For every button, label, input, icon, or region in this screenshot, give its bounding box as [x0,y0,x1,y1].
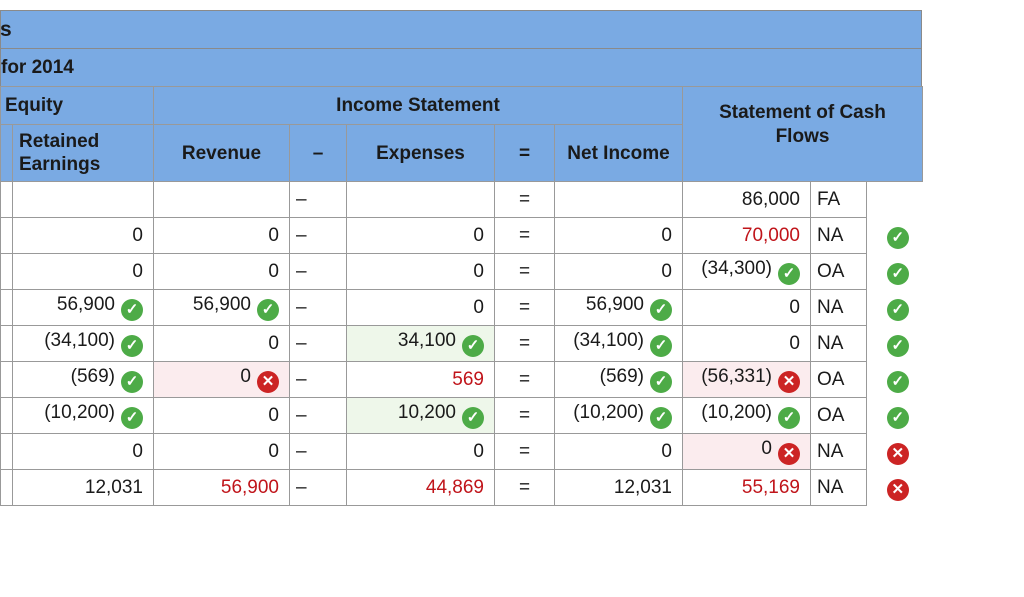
expenses-cell[interactable] [347,182,495,218]
check-icon: ✓ [121,299,143,321]
cash-flows-header: Statement of Cash Flows [683,87,923,182]
row-gutter [1,254,13,290]
retained-earnings-cell[interactable]: 0 [13,434,154,470]
check-icon: ✓ [778,407,800,429]
table-row [1,254,923,290]
revenue-cell[interactable]: 0 [154,218,290,254]
table-row [1,218,923,254]
revenue-cell[interactable]: 0 [154,326,290,362]
check-icon: ✓ [257,299,279,321]
net-income-cell[interactable]: (10,200) ✓ [555,398,683,434]
minus-header: – [290,125,347,182]
income-statement-header: Income Statement [154,87,683,125]
activity-class-cell[interactable]: OA [811,398,867,434]
cash-flow-amount-cell[interactable]: 86,000 [683,182,811,218]
blank-header [1,125,13,182]
net-income-cell[interactable]: (34,100) ✓ [555,326,683,362]
expenses-cell[interactable]: 0 [347,434,495,470]
check-icon: ✓ [462,407,484,429]
revenue-cell[interactable]: 0 ✕ [154,362,290,398]
financial-statements-table [0,86,923,506]
retained-earnings-cell[interactable]: 12,031 [13,470,154,506]
retained-earnings-cell[interactable]: (34,100) ✓ [13,326,154,362]
check-icon: ✓ [121,371,143,393]
table-row [1,362,923,398]
activity-class-cell[interactable]: NA [811,434,867,470]
net-income-cell[interactable]: 0 [555,218,683,254]
activity-class-cell[interactable]: OA [811,362,867,398]
check-icon: ✓ [887,227,909,249]
equals-sign: = [495,254,555,290]
table-row [1,290,923,326]
row-gutter [1,434,13,470]
equals-sign: = [495,218,555,254]
cash-flow-amount-cell[interactable]: (56,331) ✕ [683,362,811,398]
retained-earnings-header: Retained Earnings [13,125,154,182]
expenses-cell[interactable]: 44,869 [347,470,495,506]
equals-sign: = [495,182,555,218]
minus-sign: – [290,398,347,434]
check-icon: ✓ [887,407,909,429]
equals-sign: = [495,362,555,398]
check-icon: ✓ [650,407,672,429]
x-icon: ✕ [887,479,909,501]
equals-sign: = [495,470,555,506]
minus-sign: – [290,290,347,326]
equals-sign: = [495,398,555,434]
row-status [867,362,923,398]
expenses-header: Expenses [347,125,495,182]
minus-sign: – [290,470,347,506]
row-gutter [1,362,13,398]
check-icon: ✓ [650,335,672,357]
row-gutter [1,470,13,506]
cash-flow-amount-cell[interactable]: 0 [683,326,811,362]
check-icon: ✓ [887,371,909,393]
activity-class-cell[interactable]: NA [811,326,867,362]
equals-header: = [495,125,555,182]
minus-sign: – [290,434,347,470]
cash-flow-amount-cell[interactable]: 55,169 [683,470,811,506]
check-icon: ✓ [121,335,143,357]
revenue-cell[interactable]: 0 [154,254,290,290]
table-row [1,326,923,362]
row-status [867,254,923,290]
net-income-header: Net Income [555,125,683,182]
activity-class-cell[interactable]: NA [811,218,867,254]
activity-class-cell[interactable]: FA [811,182,867,218]
minus-sign: – [290,326,347,362]
activity-class-cell[interactable]: OA [811,254,867,290]
equals-sign: = [495,290,555,326]
revenue-cell[interactable]: 0 [154,398,290,434]
row-status [867,434,923,470]
activity-class-cell[interactable]: NA [811,470,867,506]
table-row [1,434,923,470]
revenue-cell[interactable]: 0 [154,434,290,470]
equals-sign: = [495,326,555,362]
net-income-cell[interactable]: 12,031 [555,470,683,506]
revenue-header: Revenue [154,125,290,182]
check-icon: ✓ [887,299,909,321]
retained-earnings-cell[interactable]: 0 [13,254,154,290]
row-gutter [1,218,13,254]
net-income-cell[interactable]: 0 [555,254,683,290]
x-icon: ✕ [257,371,279,393]
minus-sign: – [290,182,347,218]
net-income-cell[interactable] [555,182,683,218]
expenses-cell[interactable]: 0 [347,290,495,326]
check-icon: ✓ [650,299,672,321]
retained-earnings-cell[interactable]: 0 [13,218,154,254]
equals-sign: = [495,434,555,470]
retained-earnings-cell[interactable] [13,182,154,218]
check-icon: ✓ [887,263,909,285]
minus-sign: – [290,254,347,290]
x-icon: ✕ [778,371,800,393]
retained-earnings-cell[interactable]: (569) ✓ [13,362,154,398]
title-fragment: s [0,17,12,41]
activity-class-cell[interactable]: NA [811,290,867,326]
cash-flow-amount-cell[interactable]: 0 [683,290,811,326]
row-status [867,326,923,362]
table-row [1,398,923,434]
x-icon: ✕ [887,443,909,465]
row-status [867,470,923,506]
net-income-cell[interactable]: (569) ✓ [555,362,683,398]
check-icon: ✓ [778,263,800,285]
retained-earnings-cell[interactable]: (10,200) ✓ [13,398,154,434]
title-bar [0,10,922,49]
row-gutter [1,326,13,362]
expenses-cell[interactable]: 0 [347,254,495,290]
expenses-cell[interactable]: 34,100 ✓ [347,326,495,362]
row-gutter [1,182,13,218]
check-icon: ✓ [121,407,143,429]
revenue-cell[interactable]: 56,900 [154,470,290,506]
expenses-cell[interactable]: 10,200 ✓ [347,398,495,434]
row-status [867,218,923,254]
check-icon: ✓ [462,335,484,357]
row-gutter [1,398,13,434]
check-icon: ✓ [650,371,672,393]
row-gutter [1,290,13,326]
cash-flow-amount-cell[interactable]: (34,300) ✓ [683,254,811,290]
cash-flow-amount-cell[interactable]: 0 ✕ [683,434,811,470]
cash-flow-amount-cell[interactable]: (10,200) ✓ [683,398,811,434]
revenue-cell[interactable]: 56,900 ✓ [154,290,290,326]
row-status [867,398,923,434]
revenue-cell[interactable] [154,182,290,218]
equity-header: Equity [1,87,154,125]
expenses-cell[interactable]: 569 [347,362,495,398]
expenses-cell[interactable]: 0 [347,218,495,254]
net-income-cell[interactable]: 0 [555,434,683,470]
table-body [1,182,923,506]
retained-earnings-cell[interactable]: 56,900 ✓ [13,290,154,326]
row-status [867,290,923,326]
period-bar [0,48,922,87]
minus-sign: – [290,362,347,398]
check-icon: ✓ [887,335,909,357]
table-row [1,182,923,218]
cash-flow-amount-cell[interactable]: 70,000 [683,218,811,254]
minus-sign: – [290,218,347,254]
period-label: for 2014 [1,56,74,78]
x-icon: ✕ [778,443,800,465]
row-status [867,182,923,218]
table-row [1,470,923,506]
net-income-cell[interactable]: 56,900 ✓ [555,290,683,326]
